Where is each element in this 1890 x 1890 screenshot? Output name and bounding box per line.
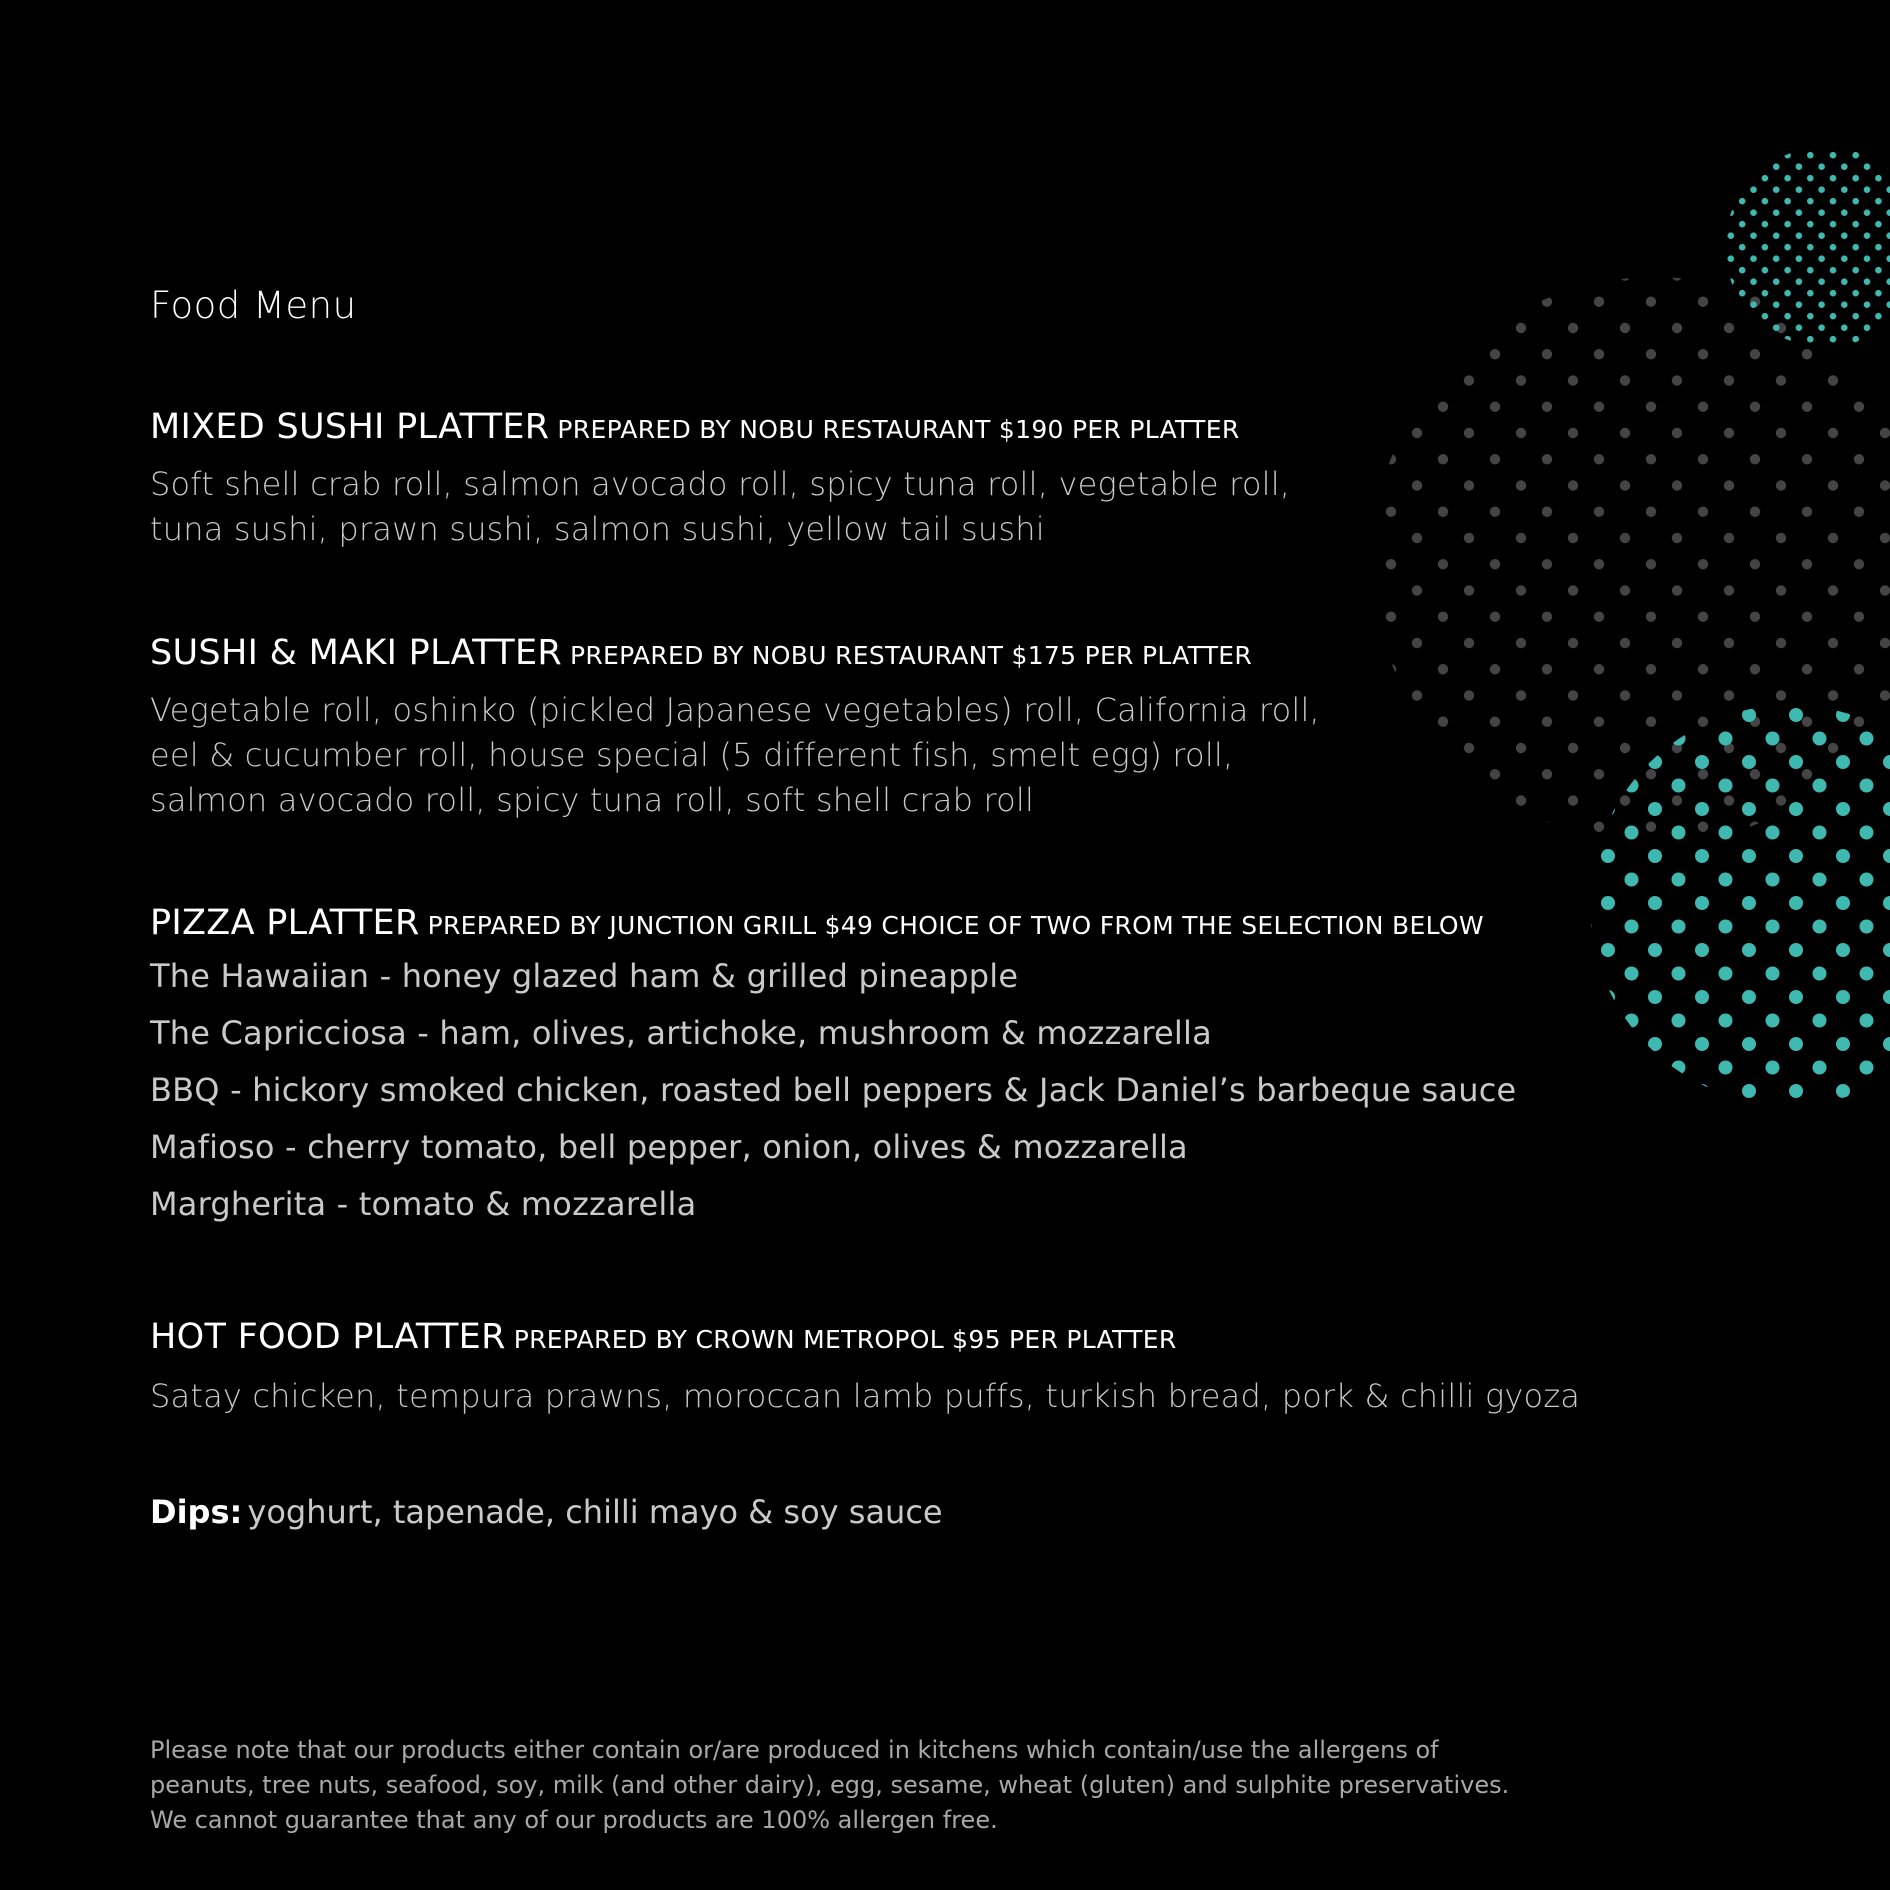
description-line: Soft shell crab roll, salmon avocado roll, spicy tuna roll, vegetable roll, — [150, 465, 1291, 503]
section-details: PREPARED BY NOBU RESTAURANT $190 PER PLATTER — [557, 415, 1240, 444]
allergen-note-line: Please note that our products either contain or/are produced in kitchens which contain/use the allergens of — [150, 1736, 1439, 1764]
description-line: eel & cucumber roll, house special (5 different fish, smelt egg) roll, — [150, 736, 1234, 774]
menu-section-mixed-sushi — [150, 407, 1291, 552]
section-heading: MIXED SUSHI PLATTER — [150, 407, 550, 447]
dips-label: Dips: — [150, 1493, 243, 1531]
description-line: salmon avocado roll, spicy tuna roll, soft shell crab roll — [150, 781, 1035, 819]
section-heading: HOT FOOD PLATTER — [150, 1317, 506, 1357]
description-line: tuna sushi, prawn sushi, salmon sushi, yellow tail sushi — [150, 510, 1045, 548]
section-details: PREPARED BY JUNCTION GRILL $49 CHOICE OF TWO FROM THE SELECTION BELOW — [427, 911, 1484, 940]
section-details: PREPARED BY NOBU RESTAURANT $175 PER PLATTER — [570, 641, 1253, 670]
allergen-note — [150, 1733, 1650, 1838]
pizza-option: Margherita - tomato & mozzarella — [150, 1185, 697, 1223]
description-line: Satay chicken, tempura prawns, moroccan lamb puffs, turkish bread, pork & chilli gyoza — [150, 1377, 1581, 1415]
pizza-option: BBQ - hickory smoked chicken, roasted bell peppers & Jack Daniel’s barbeque sauce — [150, 1071, 1517, 1109]
allergen-note-line: We cannot guarantee that any of our products are 100% allergen free. — [150, 1806, 998, 1834]
section-heading: SUSHI & MAKI PLATTER — [150, 633, 562, 673]
pizza-option: The Capricciosa - ham, olives, artichoke, mushroom & mozzarella — [150, 1014, 1212, 1052]
menu-section-sushi-maki — [150, 633, 1320, 823]
dips-text: yoghurt, tapenade, chilli mayo & soy sauce — [247, 1493, 943, 1531]
pizza-option: The Hawaiian - honey glazed ham & grilled pineapple — [150, 957, 1019, 995]
section-heading: PIZZA PLATTER — [150, 903, 420, 943]
menu-section-hot-food — [150, 1317, 1581, 1419]
menu-section-pizza — [150, 903, 1517, 1233]
pizza-option: Mafioso - cherry tomato, bell pepper, onion, olives & mozzarella — [150, 1128, 1188, 1166]
allergen-note-line: peanuts, tree nuts, seafood, soy, milk (and other dairy), egg, sesame, wheat (gluten) and sulphite preservatives. — [150, 1771, 1510, 1799]
description-line: Vegetable roll, oshinko (pickled Japanese vegetables) roll, California roll, — [150, 691, 1320, 729]
section-details: PREPARED BY CROWN METROPOL $95 PER PLATTER — [513, 1325, 1177, 1354]
dips-line — [150, 1493, 943, 1531]
page-title: Food Menu — [150, 284, 357, 327]
